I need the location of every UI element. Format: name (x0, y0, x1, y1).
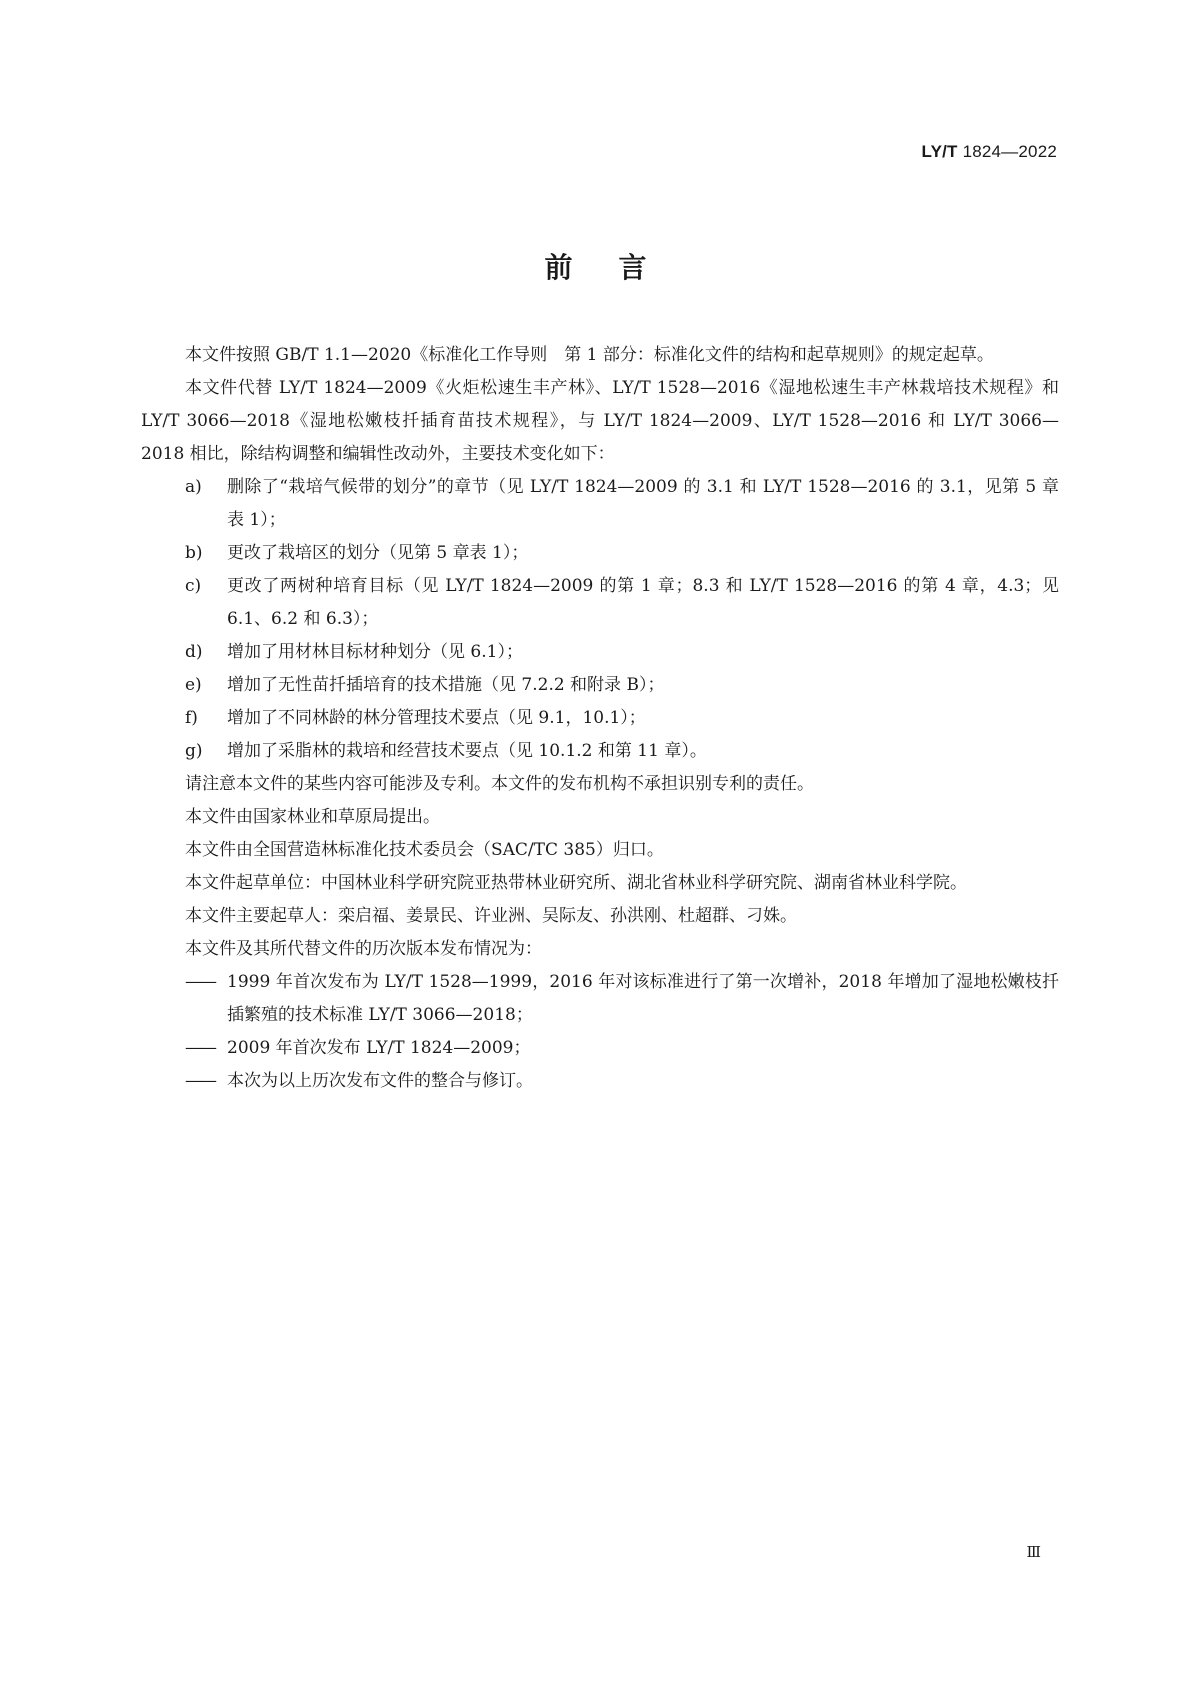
list-marker: f) (185, 708, 198, 728)
list-item-text: 更改了两树种培育目标（见 LY/T 1824—2009 的第 1 章；8.3 和 LY/T 1528—2016 的第 4 章，4.3；见 6.1、6.2 和 6.3）； (227, 576, 1059, 629)
history-item (141, 1065, 1059, 1098)
page-number: Ⅲ (1026, 1543, 1041, 1561)
paragraph-patent-notice: 请注意本文件的某些内容可能涉及专利。本文件的发布机构不承担识别专利的责任。 (185, 774, 814, 794)
list-item (141, 636, 1059, 669)
list-marker: g) (185, 741, 203, 761)
paragraph-drafters: 本文件主要起草人：栾启福、姜景民、许业洲、吴际友、孙洪刚、杜超群、刁姝。 (185, 906, 797, 926)
list-marker: a) (185, 477, 202, 497)
list-item-text: 增加了采脂林的栽培和经营技术要点（见 10.1.2 和第 11 章）。 (227, 741, 707, 761)
paragraph-committee: 本文件由全国营造林标准化技术委员会（SAC/TC 385）归口。 (185, 840, 664, 860)
list-item (141, 702, 1059, 735)
paragraph-replacement: 本文件代替 LY/T 1824—2009《火炬松速生丰产林》、LY/T 1528—2016《湿地松速生丰产林栽培技术规程》和 LY/T 3066—2018《湿地松嫩枝扦插育苗技术规程》，与 LY/T 1824—2009、LY/T 1528—2016 和 LY/T 3066—2018 相比，除结构调整和编辑性改动外，主要技术变化如下： (141, 378, 1059, 464)
history-text: 2009 年首次发布 LY/T 1824—2009； (227, 1038, 531, 1058)
page-title: 前言 (544, 251, 693, 284)
history-list (141, 966, 1059, 1098)
paragraph-proposer: 本文件由国家林业和草原局提出。 (185, 807, 440, 827)
paragraph-history-intro: 本文件及其所代替文件的历次版本发布情况为： (185, 939, 542, 959)
history-dash: —— (185, 1071, 215, 1091)
changes-list (141, 471, 1059, 768)
list-item (141, 471, 1059, 537)
list-item-text: 删除了“栽培气候带的划分”的章节（见 LY/T 1824—2009 的 3.1 和 LY/T 1528—2016 的 3.1，见第 5 章表 1）； (227, 477, 1059, 530)
list-item (141, 537, 1059, 570)
history-dash: —— (185, 1038, 215, 1058)
list-item (141, 570, 1059, 636)
list-item-text: 增加了不同林龄的林分管理技术要点（见 9.1，10.1）； (227, 708, 646, 728)
history-text: 本次为以上历次发布文件的整合与修订。 (227, 1071, 533, 1091)
list-marker: b) (185, 543, 203, 563)
list-item (141, 735, 1059, 768)
paragraph-drafting-units: 本文件起草单位：中国林业科学研究院亚热带林业研究所、湖北省林业科学研究院、湖南省林业科学院。 (185, 873, 967, 893)
list-item-text: 增加了用材林目标材种划分（见 6.1）； (227, 642, 523, 662)
list-item-text: 更改了栽培区的划分（见第 5 章表 1）； (227, 543, 529, 563)
list-item (141, 669, 1059, 702)
list-marker: c) (185, 576, 202, 596)
history-item (141, 966, 1059, 1032)
history-item (141, 1032, 1059, 1065)
document-code-number: 1824—2022 (962, 142, 1057, 161)
list-marker: d) (185, 642, 203, 662)
paragraph-basis: 本文件按照 GB/T 1.1—2020《标准化工作导则 第 1 部分：标准化文件的结构和起草规则》的规定起草。 (185, 345, 994, 365)
foreword-body (141, 339, 1059, 1098)
document-code (922, 142, 1057, 162)
history-dash: —— (185, 972, 215, 992)
document-code-prefix: LY/T (921, 142, 958, 161)
list-item-text: 增加了无性苗扦插培育的技术措施（见 7.2.2 和附录 B）； (227, 675, 665, 695)
list-marker: e) (185, 675, 202, 695)
history-text: 1999 年首次发布为 LY/T 1528—1999，2016 年对该标准进行了第一次增补，2018 年增加了湿地松嫩枝扦插繁殖的技术标准 LY/T 3066—2018； (227, 972, 1059, 1025)
